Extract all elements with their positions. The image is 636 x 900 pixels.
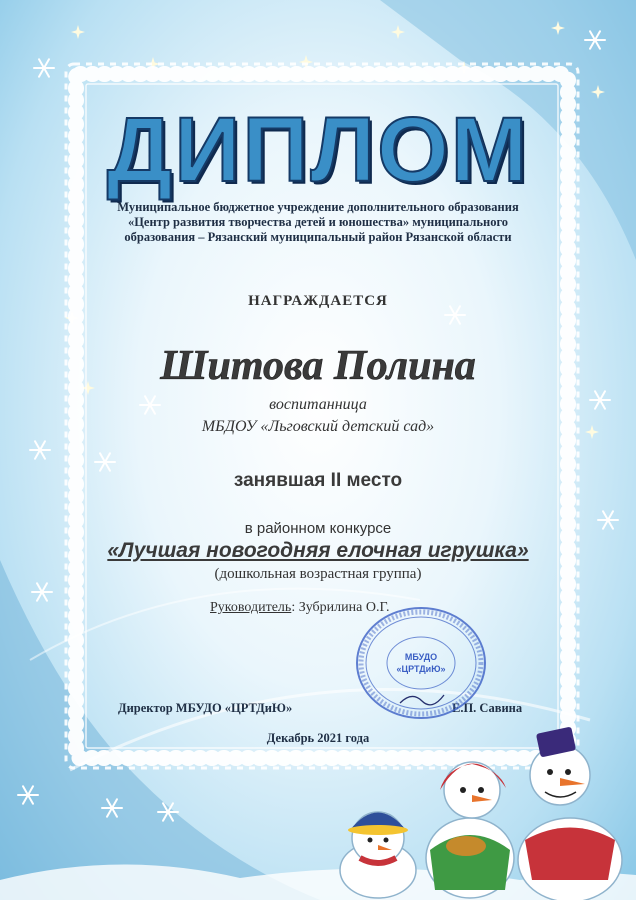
- director-label: Директор МБУДО «ЦРТДиЮ»: [118, 701, 293, 715]
- place-text: занявшая II место: [233, 470, 403, 491]
- stamp-text-2: «ЦРТДиЮ»: [396, 664, 446, 674]
- stamp-text-1: МБУДО: [404, 652, 438, 662]
- award-label: НАГРАЖДАЕТСЯ: [248, 293, 388, 309]
- organization-line: Муниципальное бюджетное учреждение дополнительного образования: [117, 200, 519, 214]
- leader-label: Руководитель: [210, 600, 292, 615]
- contest-intro: в районном конкурсе: [244, 520, 392, 537]
- organization-line: образования – Рязанский муниципальный район Рязанской области: [124, 230, 512, 244]
- diploma-title: ДИПЛОМ: [106, 99, 530, 201]
- age-group: (дошкольная возрастная группа): [214, 566, 422, 582]
- pot-icon: [446, 836, 486, 856]
- snowman-small: [340, 812, 416, 898]
- snowwoman: [426, 762, 514, 898]
- issue-date: Декабрь 2021 года: [266, 731, 370, 745]
- snowman-large: [518, 727, 622, 900]
- recipient-institution: МБДОУ «Льговский детский сад»: [201, 418, 435, 435]
- recipient-name: Шитова Полина: [160, 343, 476, 389]
- contest-name-text: «Лучшая новогодняя елочная игрушка»: [107, 539, 529, 562]
- recipient-role: воспитанница: [269, 396, 367, 413]
- leader-name: : Зубрилина О.Г.: [291, 600, 390, 615]
- organization-line: «Центр развития творчества детей и юношества» муниципального: [127, 215, 509, 229]
- director-name: Е.П. Савина: [452, 701, 523, 715]
